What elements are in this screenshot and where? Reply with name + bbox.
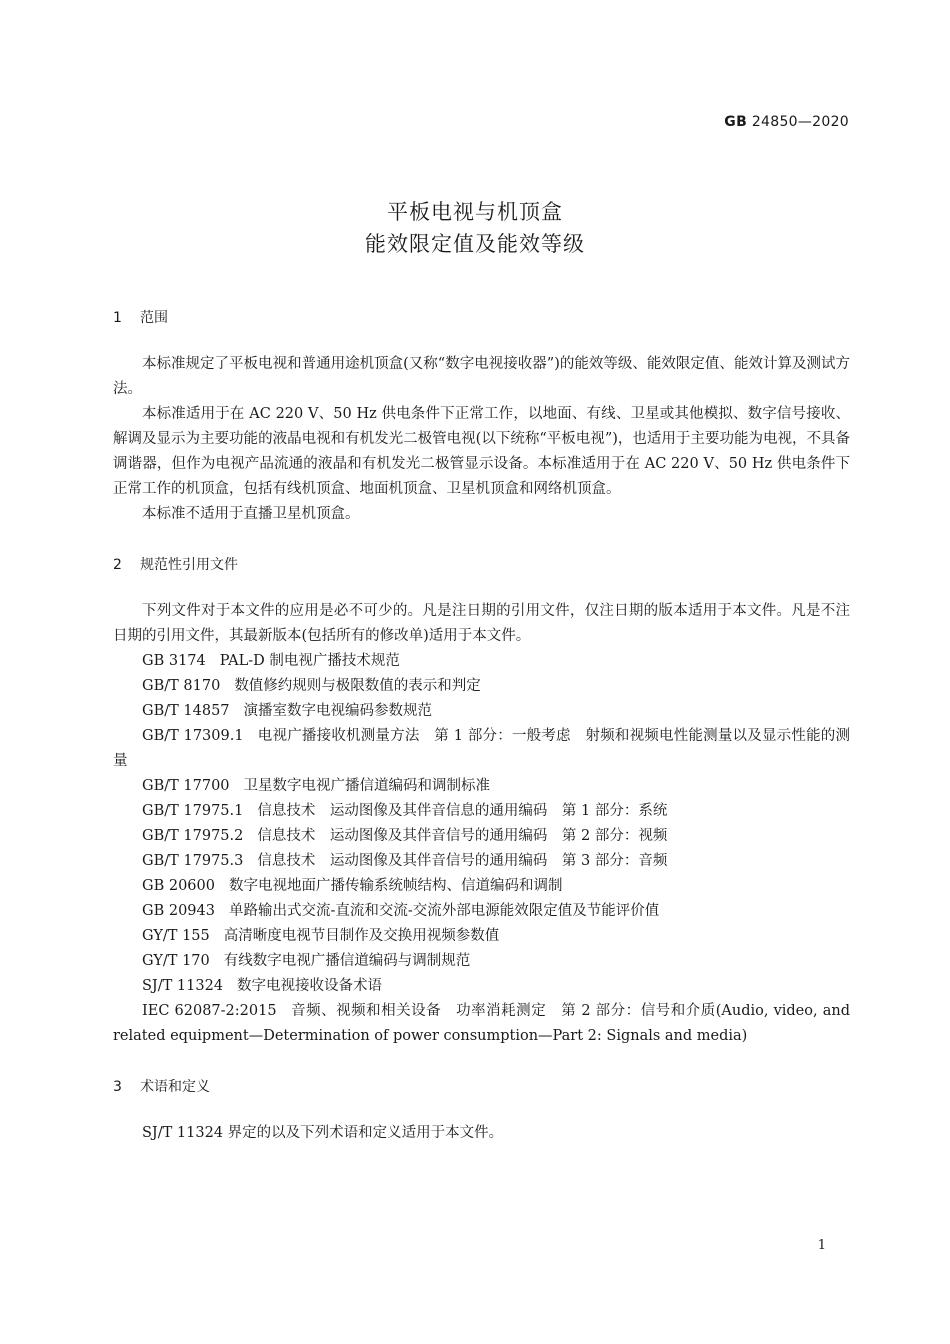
reference-title: 演播室数字电视编码参数规范 bbox=[243, 703, 433, 719]
reference-item bbox=[113, 774, 850, 799]
reference-item bbox=[113, 649, 850, 674]
section-3-number: 3 bbox=[113, 1079, 122, 1095]
reference-item bbox=[113, 824, 850, 849]
reference-item bbox=[113, 799, 850, 824]
reference-title: 卫星数字电视广播信道编码和调制标准 bbox=[243, 778, 491, 794]
reference-code: GB/T 14857 bbox=[142, 703, 230, 719]
reference-title: 数字电视接收设备术语 bbox=[237, 978, 383, 994]
section-1-paragraph: 本标准不适用于直播卫星机顶盒。 bbox=[142, 506, 360, 522]
reference-code: IEC 62087-2:2015 bbox=[142, 1003, 277, 1019]
document-body bbox=[113, 306, 850, 1146]
reference-code: GB 20600 bbox=[142, 878, 215, 894]
reference-item bbox=[113, 699, 850, 724]
reference-code: GB/T 17975.3 bbox=[142, 853, 244, 869]
section-1-paragraph: 本标准适用于在 AC 220 V、50 Hz 供电条件下正常工作，以地面、有线、卫星或其他模拟、数字信号接收、解调及显示为主要功能的液晶电视和有机发光二极管电视(以下统称“平板电视”)，也适用于主要功能为电视，不具备调谐器，但作为电视产品流通的液晶和有机发光二极管显示设备。本标准适用于在 AC 220 V、50 Hz 供电条件下正常工作的机顶盒，包括有线机顶盒、地面机顶盒、卫星机顶盒和网络机顶盒。 bbox=[113, 406, 850, 497]
title-line-1: 平板电视与机顶盒 bbox=[387, 200, 563, 224]
section-2-intro: 下列文件对于本文件的应用是必不可少的。凡是注日期的引用文件，仅注日期的版本适用于本文件。凡是不注日期的引用文件，其最新版本(包括所有的修改单)适用于本文件。 bbox=[113, 603, 850, 644]
reference-item bbox=[113, 874, 850, 899]
section-1-heading bbox=[113, 306, 850, 331]
reference-title: 单路输出式交流-直流和交流-交流外部电源能效限定值及节能评价值 bbox=[228, 903, 660, 919]
reference-title: 电视广播接收机测量方法 第 1 部分：一般考虑 射频和视频电性能测量以及显示性能的测量 bbox=[113, 728, 850, 769]
reference-item bbox=[113, 924, 850, 949]
section-3-paragraph: SJ/T 11324 界定的以及下列术语和定义适用于本文件。 bbox=[142, 1125, 504, 1141]
reference-title: 数值修约规则与极限数值的表示和判定 bbox=[234, 678, 481, 694]
reference-item bbox=[113, 949, 850, 974]
document-title bbox=[0, 196, 950, 260]
reference-title: 数字电视地面广播传输系统帧结构、信道编码和调制 bbox=[228, 878, 563, 894]
reference-code: GY/T 155 bbox=[142, 928, 210, 944]
section-1-paragraph: 本标准规定了平板电视和普通用途机顶盒(又称“数字电视接收器”)的能效等级、能效限定值、能效计算及测试方法。 bbox=[113, 356, 850, 397]
section-3-title: 术语和定义 bbox=[140, 1079, 210, 1095]
section-2-heading bbox=[113, 553, 850, 578]
section-1-number: 1 bbox=[113, 310, 122, 326]
standard-number bbox=[724, 114, 849, 130]
reference-title: 有线数字电视广播信道编码与调制规范 bbox=[223, 953, 471, 969]
reference-code: GB/T 17975.1 bbox=[142, 803, 244, 819]
section-2-title: 规范性引用文件 bbox=[140, 557, 238, 573]
reference-code: GB/T 8170 bbox=[142, 678, 221, 694]
page-number: 1 bbox=[817, 1238, 826, 1253]
section-2-number: 2 bbox=[113, 557, 122, 573]
reference-code: GB 3174 bbox=[142, 653, 206, 669]
reference-title: 信息技术 运动图像及其伴音信息的通用编码 第 1 部分：系统 bbox=[257, 803, 668, 819]
reference-title: 音频、视频和相关设备 功率消耗测定 第 2 部分：信号和介质(Audio, video, and related equipment—Determination of power consumption—Part 2: Signals and media) bbox=[113, 1003, 850, 1044]
section-1-title: 范围 bbox=[140, 310, 168, 326]
standard-code: 24850—2020 bbox=[751, 114, 849, 130]
standard-prefix: GB bbox=[724, 114, 748, 130]
reference-code: GB/T 17975.2 bbox=[142, 828, 244, 844]
reference-item bbox=[113, 674, 850, 699]
reference-code: GB/T 17309.1 bbox=[142, 728, 244, 744]
reference-code: GB/T 17700 bbox=[142, 778, 230, 794]
title-line-2: 能效限定值及能效等级 bbox=[365, 232, 585, 256]
reference-code: GY/T 170 bbox=[142, 953, 210, 969]
section-3-heading bbox=[113, 1075, 850, 1100]
reference-item bbox=[113, 899, 850, 924]
reference-title: 信息技术 运动图像及其伴音信号的通用编码 第 2 部分：视频 bbox=[257, 828, 668, 844]
reference-item bbox=[113, 974, 850, 999]
reference-item bbox=[113, 849, 850, 874]
reference-item bbox=[113, 724, 850, 774]
reference-item bbox=[113, 999, 850, 1049]
reference-title: 信息技术 运动图像及其伴音信号的通用编码 第 3 部分：音频 bbox=[257, 853, 668, 869]
reference-code: SJ/T 11324 bbox=[142, 978, 224, 994]
reference-code: GB 20943 bbox=[142, 903, 215, 919]
reference-title: PAL-D 制电视广播技术规范 bbox=[219, 653, 400, 669]
reference-title: 高清晰度电视节目制作及交换用视频参数值 bbox=[223, 928, 500, 944]
